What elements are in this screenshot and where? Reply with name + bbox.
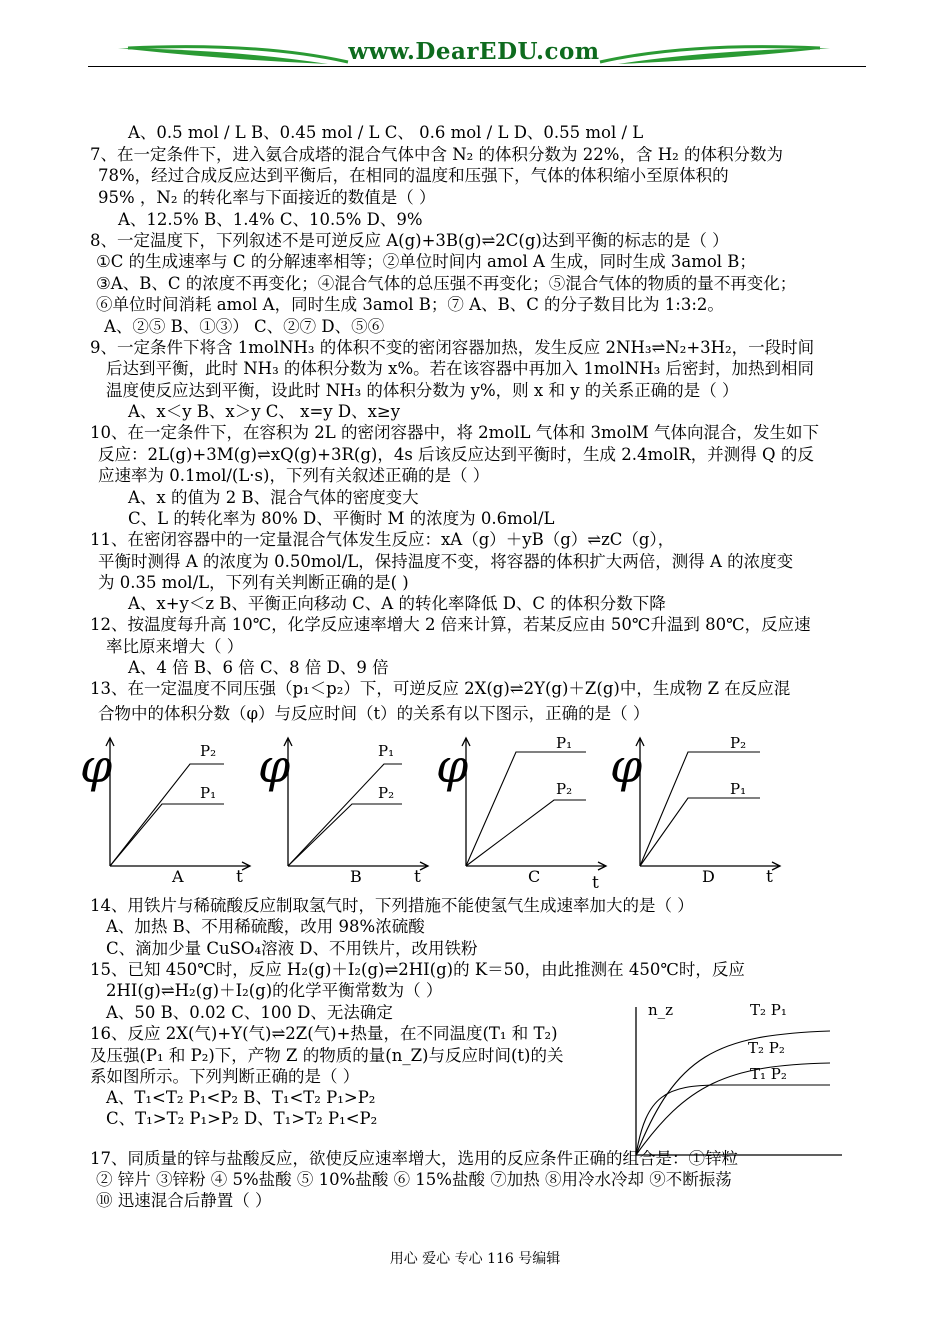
text-line: 14、用铁片与稀硫酸反应制取氢气时，下列措施不能使氢气生成速率加大的是（ ） (90, 896, 694, 915)
graph-letter: B (350, 867, 362, 886)
label-lower: P₂ (556, 780, 573, 798)
text-line: 78%，经过合成反应达到平衡后，在相同的温度和压强下，气体的体积缩小至原体积的 (98, 166, 729, 185)
text-line: 后达到平衡，此时 NH₃ 的体积分数为 x%。若在该容器中再加入 1molNH₃ 后密封，加热到相同 (106, 359, 814, 378)
curve-upper (640, 752, 760, 866)
text-line: 13、在一定温度不同压强（p₁＜p₂）下，可逆反应 2X(g)⇌2Y(g)＋Z(g)中，生成物 Z 在反应混 (90, 679, 791, 698)
curve-lower (640, 798, 760, 866)
text-line: 11、在密闭容器中的一定量混合气体发生反应：xA（g）＋yB（g）⇌zC（g）， (90, 530, 675, 549)
label-curve-1: T₂ P₁ (750, 1001, 787, 1019)
text-line: 合物中的体积分数（φ）与反应时间（t）的关系有以下图示，正确的是（ ） (98, 704, 650, 723)
text-line: A、4 倍 B、6 倍 C、8 倍 D、9 倍 (128, 658, 389, 677)
text-line: 12、按温度每升高 10℃，化学反应速率增大 2 倍来计算，若某反应由 50℃升温到 80℃，反应速 (90, 615, 811, 634)
text-line: 10、在一定条件下，在容积为 2L 的密闭容器中，将 2molL 气体和 3molM 气体向混合，发生如下 (90, 423, 819, 442)
label-upper: P₂ (200, 742, 217, 760)
text-line: A、x 的值为 2 B、混合气体的密度变大 (128, 488, 419, 507)
text-line: ①C 的生成速率与 C 的分解速率相等；②单位时间内 amol A 生成，同时生成 3amol B； (96, 252, 756, 271)
curve-upper (466, 752, 586, 866)
phi-label: φ (436, 739, 469, 793)
curve-upper (288, 764, 402, 866)
phi-label: φ (80, 739, 113, 793)
text-line: A、50 B、0.02 C、100 D、无法确定 (106, 1003, 393, 1022)
graph-letter: D (702, 867, 715, 886)
footer: 用心 爱心 专心 116 号编辑 (389, 1251, 561, 1267)
t-label: t (766, 867, 773, 887)
nz-label: n_z (648, 1001, 674, 1019)
text-line: 2HI(g)⇌H₂(g)＋I₂(g)的化学平衡常数为（ ） (106, 981, 443, 1000)
curve-t2p1 (636, 1031, 830, 1155)
text-line: 系如图所示。下列判断正确的是（ ） (90, 1067, 360, 1086)
text-line: 8、一定温度下，下列叙述不是可逆反应 A(g)+3B(g)⇌2C(g)达到平衡的标志的是（ ） (90, 231, 729, 250)
text-line: 95% ，N₂ 的转化率与下面接近的数值是（ ） (98, 188, 436, 207)
label-curve-2: T₂ P₂ (748, 1039, 785, 1057)
text-line: A、x＜y B、x＞y C、 x=y D、x≥y (128, 402, 401, 421)
text-line: A、12.5% B、1.4% C、10.5% D、9% (118, 210, 423, 229)
graph-letter: C (528, 867, 541, 886)
text-line: 7、在一定条件下，进入氨合成塔的混合气体中含 N₂ 的体积分数为 22%，含 H₂ 的体积分数为 (90, 145, 783, 164)
label-upper: P₂ (730, 734, 747, 752)
header-rule (88, 66, 866, 67)
curve-lower (466, 800, 586, 866)
text-line: 及压强(P₁ 和 P₂)下，产物 Z 的物质的量(n_Z)与反应时间(t)的关 (90, 1046, 564, 1065)
label-curve-3: T₁ P₂ (750, 1065, 787, 1083)
text-line: C、L 的转化率为 80% D、平衡时 M 的浓度为 0.6mol/L (128, 509, 555, 528)
text-line: C、T₁>T₂ P₁>P₂ D、T₁>T₂ P₁<P₂ (106, 1109, 378, 1128)
text-line: 平衡时测得 A 的浓度为 0.50mol/L，保持温度不变，将容器的体积扩大两倍，测得 A 的浓度变 (98, 552, 794, 571)
curve-upper (110, 764, 224, 866)
site-name: www.DearEDU.com (348, 38, 600, 65)
label-upper: P₁ (378, 742, 395, 760)
curve-t2p2 (636, 1063, 830, 1155)
label-upper: P₁ (556, 734, 573, 752)
text-line: 率比原来增大（ ） (106, 637, 244, 656)
text-line: 16、反应 2X(气)+Y(气)⇌2Z(气)+热量，在不同温度(T₁ 和 T₂) (90, 1024, 558, 1043)
text-line: C、滴加少量 CuSO₄溶液 D、不用铁片，改用铁粉 (106, 939, 478, 958)
text-line: ⑩ 迅速混合后静置（ ） (96, 1191, 272, 1210)
text-line: ② 锌片 ③锌粉 ④ 5%盐酸 ⑤ 10%盐酸 ⑥ 15%盐酸 ⑦加热 ⑧用冷水冷却 ⑨不断振荡 (96, 1170, 732, 1189)
phi-label: φ (610, 739, 643, 793)
text-line: 反应：2L(g)+3M(g)⇌xQ(g)+3R(g)，4s 后该反应达到平衡时，生成 2.4molR，并测得 Q 的反 (98, 445, 814, 464)
text-line: 15、已知 450℃时，反应 H₂(g)＋I₂(g)⇌2HI(g)的 K＝50，由此推测在 450℃时，反应 (90, 960, 745, 979)
curve-lower (110, 804, 224, 866)
text-line: A、0.5 mol / L B、0.45 mol / L C、 0.6 mol / L D、0.55 mol / L (128, 123, 644, 142)
graph-letter: A (172, 867, 184, 886)
text-line: 应速率为 0.1mol/(L·s)，下列有关叙述正确的是（ ） (98, 466, 490, 485)
text-line: A、加热 B、不用稀硫酸，改用 98%浓硫酸 (106, 917, 425, 936)
text-line: A、②⑤ B、①③） C、②⑦ D、⑤⑥ (104, 317, 385, 336)
text-line: A、T₁<T₂ P₁<P₂ B、T₁<T₂ P₁>P₂ (106, 1088, 376, 1107)
text-line: 温度使反应达到平衡，设此时 NH₃ 的体积分数为 y%，则 x 和 y 的关系正确的是（ ） (106, 381, 739, 400)
q13-graphs (76, 728, 796, 890)
text-line: ⑥单位时间消耗 amol A，同时生成 3amol B；⑦ A、B、C 的分子数目比为 1:3:2。 (96, 295, 724, 314)
phi-label: φ (258, 739, 291, 793)
t-label: t (236, 867, 243, 887)
label-lower: P₂ (378, 784, 395, 802)
curve-t1p2 (636, 1085, 830, 1155)
t-label: t (414, 867, 421, 887)
curve-lower (288, 804, 402, 866)
label-lower: P₁ (730, 780, 747, 798)
text-line: ③A、B、C 的浓度不再变化；④混合气体的总压强不再变化；⑤混合气体的物质的量不再变化； (96, 274, 797, 293)
q16-graph (620, 995, 850, 1165)
text-line: 17、同质量的锌与盐酸反应，欲使反应速率增大，选用的反应条件正确的组合是：①锌粒 (90, 1149, 738, 1168)
header-logo (118, 38, 830, 74)
label-lower: P₁ (200, 784, 217, 802)
text-line: A、x+y＜z B、平衡正向移动 C、A 的转化率降低 D、C 的体积分数下降 (128, 594, 666, 613)
t-label: t (592, 873, 599, 890)
text-line: 为 0.35 mol/L，下列有关判断正确的是( ) (98, 573, 409, 592)
text-line: 9、一定条件下将含 1molNH₃ 的体积不变的密闭容器加热，发生反应 2NH₃⇌N₂+3H₂，一段时间 (90, 338, 815, 357)
